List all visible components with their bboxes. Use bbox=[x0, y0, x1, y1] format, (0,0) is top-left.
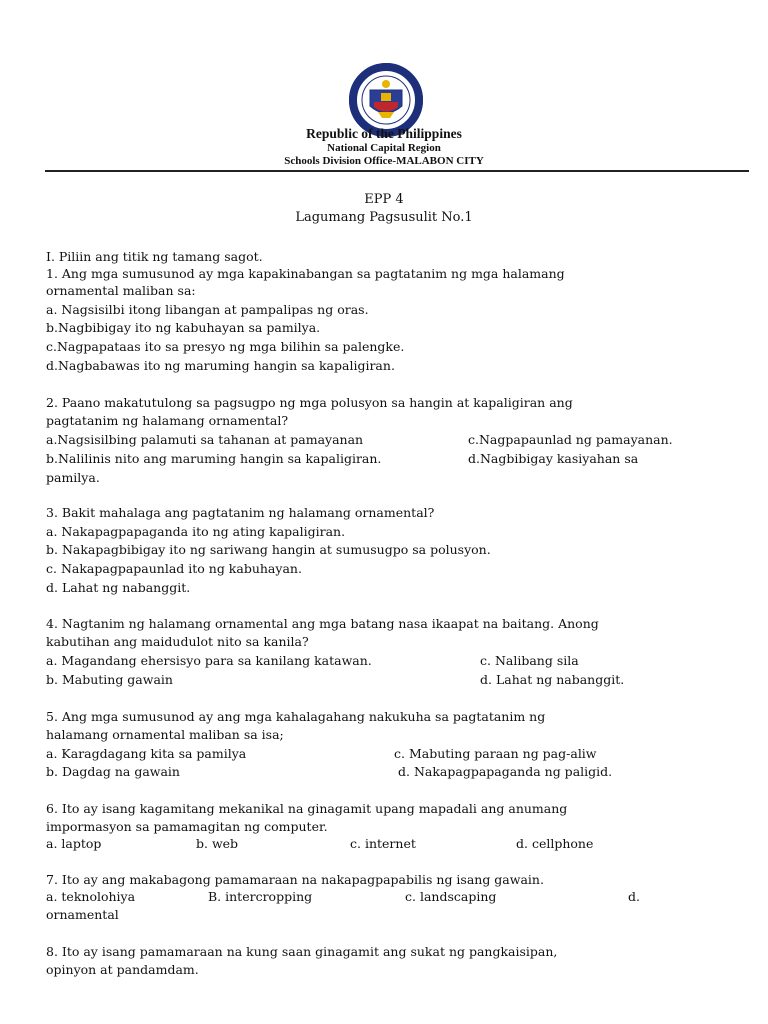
question-6-stem: 6. Ito ay isang kagamitang mekanikal na ginagamit upang mapadali ang anumang bbox=[46, 801, 568, 816]
question-7-choice-c: c. landscaping bbox=[405, 889, 497, 904]
question-7-choice-d-continued: ornamental bbox=[46, 907, 119, 922]
question-7-choice-d: d. bbox=[628, 889, 640, 904]
question-3-choice-c: c. Nakapagpapaunlad ito ng kabuhayan. bbox=[46, 561, 302, 576]
subject-title: EPP 4 bbox=[364, 192, 404, 207]
question-7-stem: 7. Ito ay ang makabagong pamamaraan na nakapagpapabilis ng isang gawain. bbox=[46, 872, 544, 887]
question-5-stem: 5. Ang mga sumusunod ay ang mga kahalagahang nakukuha sa pagtatanim ng bbox=[46, 709, 546, 724]
question-6-choice-d: d. cellphone bbox=[516, 836, 594, 851]
question-1-choice-c: c.Nagpapataas ito sa presyo ng mga bilihin sa palengke. bbox=[46, 339, 405, 354]
republic-heading: Republic of the Philippines bbox=[306, 126, 462, 141]
question-4-stem: 4. Nagtanim ng halamang ornamental ang mga batang nasa ikaapat na baitang. Anong bbox=[46, 616, 599, 631]
question-4-choice-c: c. Nalibang sila bbox=[480, 653, 579, 668]
question-2-choice-d-continued: pamilya. bbox=[46, 470, 100, 485]
region-heading: National Capital Region bbox=[327, 142, 441, 154]
question-3-choice-a: a. Nakapagpapaganda ito ng ating kapaligiran. bbox=[46, 524, 346, 539]
question-5-choice-a: a. Karagdagang kita sa pamilya bbox=[46, 746, 247, 761]
question-3-choice-d: d. Lahat ng nabanggit. bbox=[46, 580, 191, 595]
division-heading: Schools Division Office-MALABON CITY bbox=[284, 155, 484, 167]
question-1-choice-d: d.Nagbabawas ito ng maruming hangin sa kapaligiran. bbox=[46, 358, 395, 373]
question-6-choice-a: a. laptop bbox=[46, 836, 102, 851]
question-6-stem: impormasyon sa pamamagitan ng computer. bbox=[46, 819, 328, 834]
question-1-choice-b: b.Nagbibigay ito ng kabuhayan sa pamilya. bbox=[46, 320, 321, 335]
question-2-choice-d: d.Nagbibigay kasiyahan sa bbox=[468, 451, 639, 466]
question-8-stem: opinyon at pandamdam. bbox=[46, 962, 199, 977]
question-2-choice-c: c.Nagpapaunlad ng pamayanan. bbox=[468, 432, 673, 447]
question-3-choice-b: b. Nakapagbibigay ito ng sariwang hangin at sumusugpo sa polusyon. bbox=[46, 542, 491, 557]
question-4-choice-d: d. Lahat ng nabanggit. bbox=[480, 672, 625, 687]
question-2-stem: 2. Paano makatutulong sa pagsugpo ng mga polusyon sa hangin at kapaligiran ang bbox=[46, 395, 573, 410]
question-7-choice-b: B. intercropping bbox=[208, 889, 313, 904]
question-1-stem: 1. Ang mga sumusunod ay mga kapakinabangan sa pagtatanim ng mga halamang bbox=[46, 266, 565, 281]
question-2-choice-a: a.Nagsisilbing palamuti sa tahanan at pamayanan bbox=[46, 432, 364, 447]
question-4-choice-a: a. Magandang ehersisyo para sa kanilang katawan. bbox=[46, 653, 372, 668]
question-4-choice-b: b. Mabuting gawain bbox=[46, 672, 173, 687]
question-2-stem: pagtatanim ng halamang ornamental? bbox=[46, 413, 289, 428]
question-3-stem: 3. Bakit mahalaga ang pagtatanim ng halamang ornamental? bbox=[46, 505, 435, 520]
question-4-stem: kabutihan ang maidudulot nito sa kanila? bbox=[46, 634, 309, 649]
instruction: I. Piliin ang titik ng tamang sagot. bbox=[46, 249, 263, 264]
question-8-stem: 8. Ito ay isang pamamaraan na kung saan ginagamit ang sukat ng pangkaisipan, bbox=[46, 944, 558, 959]
test-title: Lagumang Pagsusulit No.1 bbox=[295, 210, 473, 225]
question-7-choice-a: a. teknolohiya bbox=[46, 889, 136, 904]
question-6-choice-c: c. internet bbox=[350, 836, 416, 851]
question-6-choice-b: b. web bbox=[196, 836, 239, 851]
question-5-choice-b: b. Dagdag na gawain bbox=[46, 764, 180, 779]
question-5-stem: halamang ornamental maliban sa isa; bbox=[46, 727, 284, 742]
header-divider bbox=[45, 170, 749, 172]
question-1-stem: ornamental maliban sa: bbox=[46, 283, 196, 298]
question-5-choice-c: c. Mabuting paraan ng pag-aliw bbox=[394, 746, 597, 761]
question-5-choice-d: d. Nakapagpapaganda ng paligid. bbox=[398, 764, 613, 779]
question-2-choice-b: b.Nalilinis nito ang maruming hangin sa kapaligiran. bbox=[46, 451, 382, 466]
question-1-choice-a: a. Nagsisilbi itong libangan at pampalipas ng oras. bbox=[46, 302, 369, 317]
